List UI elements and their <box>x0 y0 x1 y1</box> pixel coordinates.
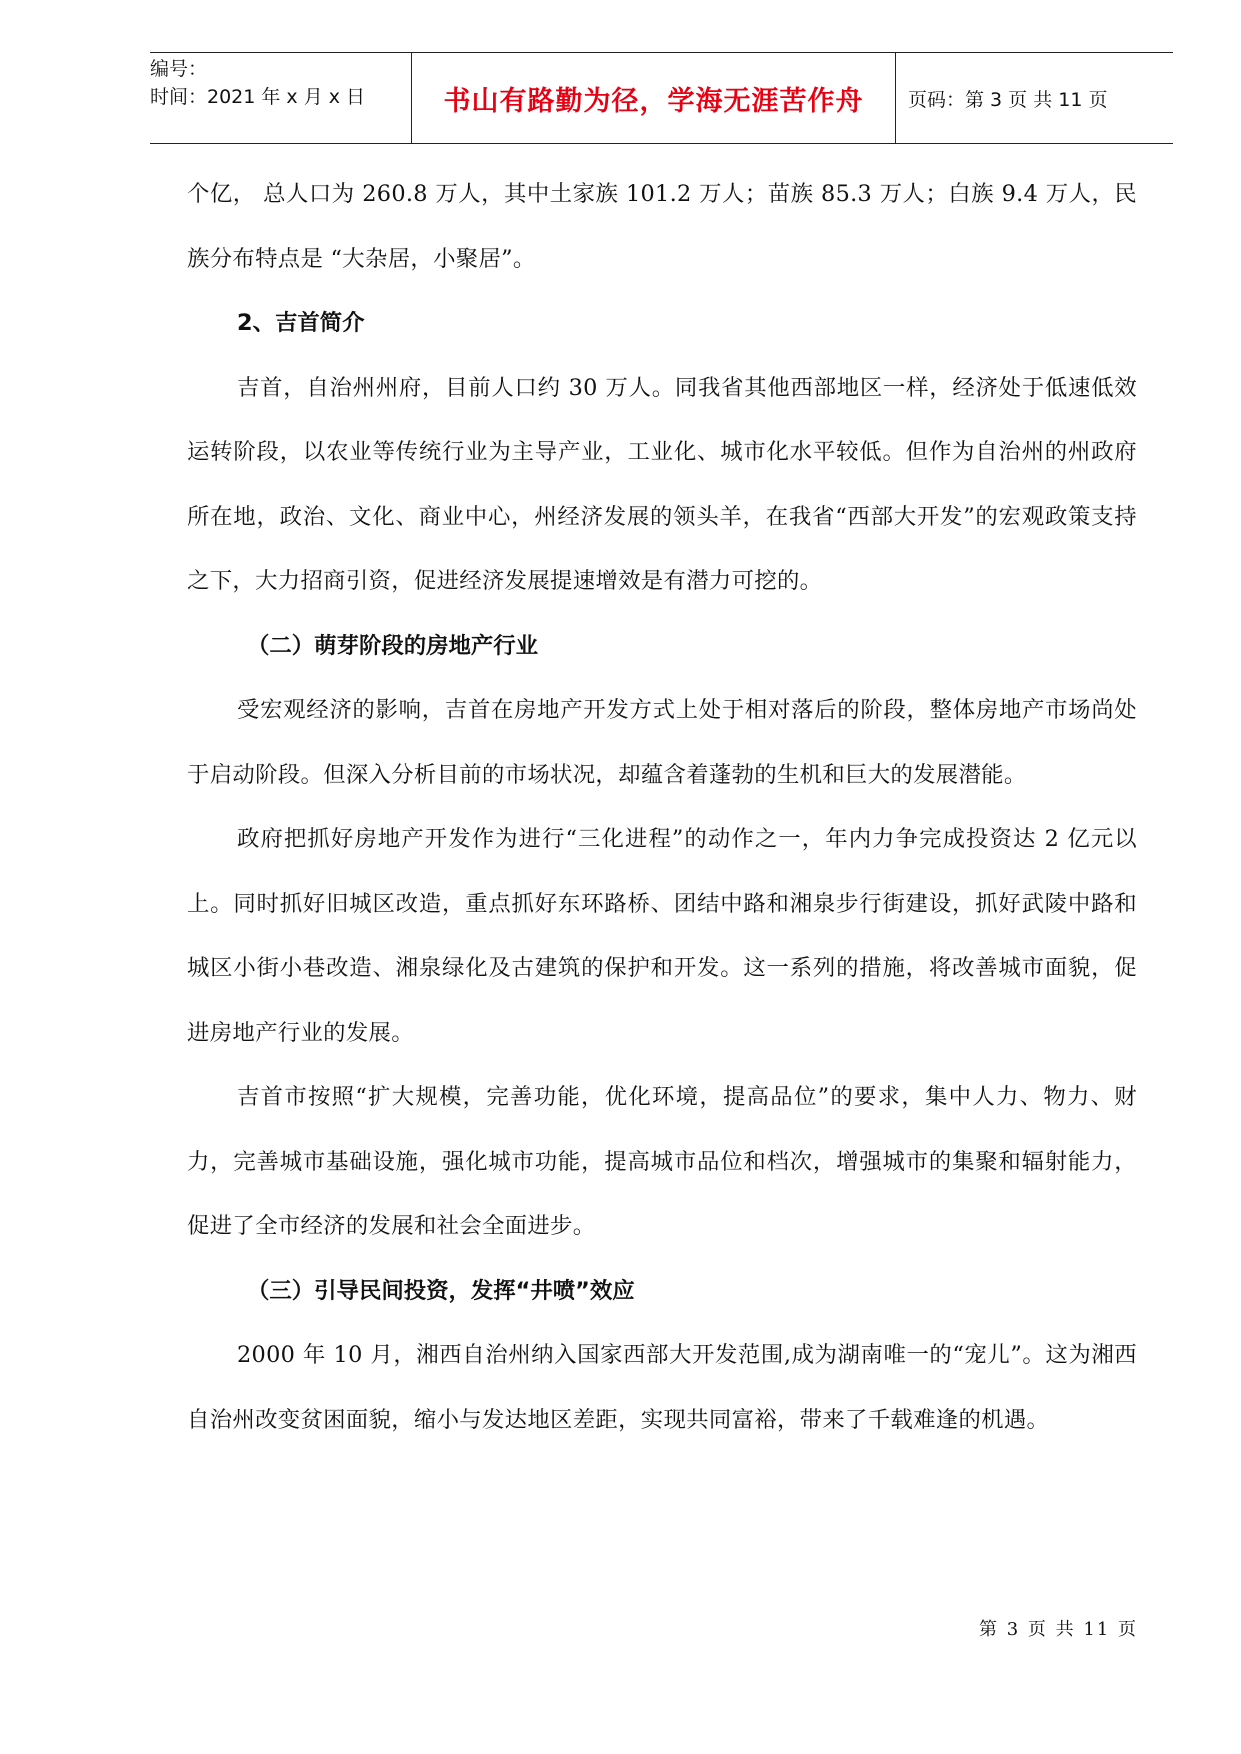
section-heading: （二）萌芽阶段的房地产行业 <box>247 632 539 659</box>
section-heading: （三）引导民间投资，发挥“井喷”效应 <box>247 1277 635 1304</box>
header-page-label: 页码：第 3 页 共 11 页 <box>908 88 1108 111</box>
time-label: 时间：2021 年 x 月 x 日 <box>150 86 366 108</box>
page-footer: 第 3 页 共 11 页 <box>979 1619 1138 1640</box>
paragraph: 2000 年 10 月，湘西自治州纳入国家西部大开发范围,成为湖南唯一的“宠儿”。这为湘西自治州改变贫困面貌，缩小与发达地区差距，实现共同富裕，带来了千载难逢的机遇。 <box>187 1342 1137 1433</box>
paragraph: 吉首市按照“扩大规模，完善功能，优化环境，提高品位”的要求，集中人力、物力、财力，完善城市基础设施，强化城市功能，提高城市品位和档次，增强城市的集聚和辐射能力，促进了全市经济的发展和社会全面进步。 <box>187 1084 1137 1239</box>
paragraph: 吉首，自治州州府，目前人口约 30 万人。同我省其他西部地区一样，经济处于低速低效运转阶段，以农业等传统行业为主导产业，工业化、城市化水平较低。但作为自治州的州政府所在地，政治、文化、商业中心，州经济发展的领头羊，在我省“西部大开发”的宏观政策支持之下，大力招商引资，促进经济发展提速增效是有潜力可挖的。 <box>187 374 1137 594</box>
paragraph: 个亿， 总人口为 260.8 万人，其中土家族 101.2 万人；苗族 85.3 万人；白族 9.4 万人，民族分布特点是 “大杂居，小聚居”。 <box>187 181 1137 272</box>
paragraph: 受宏观经济的影响，吉首在房地产开发方式上处于相对落后的阶段，整体房地产市场尚处于启动阶段。但深入分析目前的市场状况，却蕴含着蓬勃的生机和巨大的发展潜能。 <box>187 697 1137 788</box>
page-header <box>150 52 1173 144</box>
header-meta <box>150 53 412 143</box>
paragraph: 政府把抓好房地产开发作为进行“三化进程”的动作之一，年内力争完成投资达 2 亿元以上。同时抓好旧城区改造，重点抓好东环路桥、团结中路和湘泉步行街建设，抓好武陵中路和城区小街小巷改造、湘泉绿化及古建筑的保护和开发。这一系列的措施，将改善城市面貌，促进房地产行业的发展。 <box>187 826 1137 1046</box>
number-label: 编号： <box>150 58 208 80</box>
document-body <box>187 162 1137 1452</box>
header-motto: 书山有路勤为径，学海无涯苦作舟 <box>412 53 896 143</box>
section-heading: 2、吉首简介 <box>237 310 365 336</box>
